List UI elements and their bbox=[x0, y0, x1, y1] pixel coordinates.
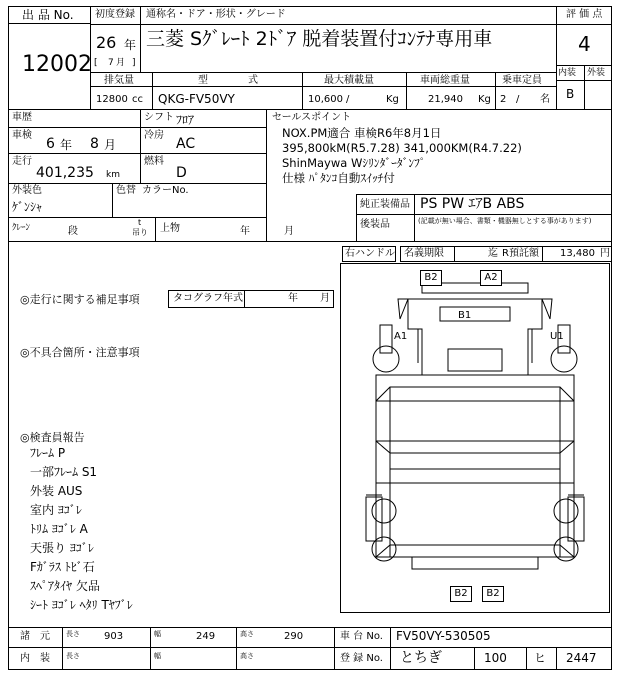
damage-mark: A2 bbox=[480, 270, 502, 286]
first-reg-label: 初度登録 bbox=[95, 9, 135, 20]
reg-label: 登 録 No. bbox=[340, 653, 383, 664]
reg-year: 26 bbox=[96, 33, 117, 52]
truck-diagram bbox=[340, 263, 610, 613]
lot-no-label: 出 品 No. bbox=[22, 8, 74, 22]
lift-unit: 吊り bbox=[132, 228, 148, 237]
inspector-line: Fｶﾞﾗｽ ﾄﾋﾞ石 bbox=[30, 560, 95, 574]
running-label: ◎走行に関する補足事項 bbox=[20, 293, 140, 306]
model-label: 型 式 bbox=[198, 75, 258, 86]
mileage-unit: km bbox=[106, 170, 120, 180]
vehicle-name: 三菱 Sｸﾞﾚｰﾄ 2ﾄﾞｱ 脱着装置付ｺﾝﾃﾅ専用車 bbox=[146, 28, 493, 50]
sales-line-4: 仕様 ﾊﾟﾀﾝｺ自動ｽｲｯﾁ付 bbox=[282, 171, 395, 185]
reg-month-unit: 月 bbox=[116, 58, 126, 68]
misc-label: 迄 bbox=[488, 248, 498, 259]
paint-label: 色替 bbox=[116, 185, 136, 196]
equipment-value: PS PW ｴｱB ABS bbox=[420, 196, 525, 212]
interior-score: B bbox=[566, 87, 575, 101]
recycle-label: R預託額 bbox=[502, 248, 539, 259]
max-load: 10,600 bbox=[308, 94, 343, 105]
stage-unit: 段 bbox=[68, 226, 78, 237]
steering: 右ハンドル bbox=[345, 248, 395, 259]
fuel: D bbox=[176, 165, 187, 181]
yen: 円 bbox=[600, 248, 610, 259]
inspection-year-unit: 年 bbox=[60, 138, 73, 152]
sales-line-1: NOX.PM適合 車検R6年8月1日 bbox=[282, 126, 442, 140]
length: 903 bbox=[104, 631, 124, 642]
mileage-label: 走行 bbox=[12, 156, 32, 167]
name-label: 通称名・ドア・形状・グレード bbox=[146, 9, 286, 20]
tacho-month-unit: 月 bbox=[320, 293, 330, 304]
inspection-month: 8 bbox=[90, 136, 99, 152]
gross-label: 車両総重量 bbox=[420, 75, 470, 86]
capacity-unit: 名 bbox=[540, 94, 550, 105]
history-label: 車歴 bbox=[12, 112, 32, 123]
ac-label: 冷房 bbox=[144, 130, 164, 141]
inspector-line: 外装 AUS bbox=[30, 484, 83, 498]
interior-label: 内装 bbox=[558, 68, 577, 78]
color-no-label: カラーNo. bbox=[142, 185, 189, 196]
displacement-label: 排気量 bbox=[104, 75, 134, 86]
equipment-label: 純正装備品 bbox=[360, 199, 410, 210]
sales-label: セールスポイント bbox=[272, 112, 352, 123]
chassis-label: 車 台 No. bbox=[340, 631, 383, 642]
inspector-line: ﾌﾚｰﾑ P bbox=[30, 446, 66, 460]
score-label: 評 価 点 bbox=[566, 9, 603, 20]
tacho-year-unit: 年 bbox=[288, 293, 298, 304]
gross: 21,940 bbox=[428, 94, 463, 105]
capacity: 2 bbox=[500, 94, 507, 105]
model: QKG-FV50VY bbox=[158, 92, 235, 106]
length-label: 長さ bbox=[66, 630, 80, 638]
ton-unit: t bbox=[138, 218, 142, 227]
max-load-label: 最大積載量 bbox=[324, 75, 374, 86]
shift-label: シフト bbox=[144, 112, 174, 123]
reg-month: 7 bbox=[108, 58, 114, 68]
damage-mark: B2 bbox=[482, 586, 504, 602]
inspection-month-unit: 月 bbox=[104, 138, 117, 152]
max-load-sep: / bbox=[346, 94, 350, 105]
reg-class: 100 bbox=[484, 651, 507, 665]
gross-unit: Kg bbox=[478, 94, 491, 105]
damage-mark: B2 bbox=[420, 270, 442, 286]
aftermarket-note: (記載が無い場合、書類・機器無しとする事があります) bbox=[418, 217, 592, 225]
int-height-label: 高さ bbox=[240, 652, 254, 660]
displacement: 12800 bbox=[96, 94, 128, 105]
color-label: 外装色 bbox=[12, 185, 42, 196]
damage-mark: A1 bbox=[394, 331, 408, 342]
ac: AC bbox=[176, 136, 196, 152]
recycle: 13,480 bbox=[560, 248, 595, 259]
score: 4 bbox=[578, 32, 591, 56]
damage-mark: U1 bbox=[550, 331, 564, 342]
color: ｹﾞﾝｼｬ bbox=[12, 200, 43, 214]
lot-no: 12002 bbox=[22, 52, 92, 77]
inspector-line: ﾄﾘﾑ ﾖｺﾞﾚ A bbox=[30, 522, 88, 536]
exterior-label: 外装 bbox=[587, 68, 606, 78]
damage-mark: B1 bbox=[458, 310, 472, 321]
inspection-year: 6 bbox=[46, 136, 55, 152]
inspector-label: ◎検査員報告 bbox=[20, 431, 85, 444]
int-length-label: 長さ bbox=[66, 652, 80, 660]
hoist-month-unit: 月 bbox=[284, 226, 294, 237]
inspector-line: 室内 ﾖｺﾞﾚ bbox=[30, 503, 82, 517]
interior-dims-label: 内 装 bbox=[20, 653, 50, 664]
max-load-unit: Kg bbox=[386, 94, 399, 105]
reg-num: 2447 bbox=[566, 651, 597, 665]
defects-label: ◎不具合箇所・注意事項 bbox=[20, 346, 140, 359]
inspector-line: ｽﾍﾟｱﾀｲﾔ 欠品 bbox=[30, 579, 100, 593]
width-label: 幅 bbox=[154, 630, 161, 638]
inspector-line: ｼｰﾄ ﾖｺﾞﾚ ﾍﾀﾘ Tﾔﾌﾞﾚ bbox=[30, 598, 133, 612]
inspection-label: 車検 bbox=[12, 130, 32, 141]
int-width-label: 幅 bbox=[154, 652, 161, 660]
fuel-label: 燃料 bbox=[144, 156, 164, 167]
inspector-line: 天張り ﾖｺﾞﾚ bbox=[30, 541, 94, 555]
tacho-label: タコグラフ年式 bbox=[173, 293, 243, 304]
shift: ﾌﾛｱ bbox=[176, 113, 195, 127]
chassis: FV50VY-530505 bbox=[396, 629, 491, 643]
hoist-label: 上物 bbox=[160, 223, 180, 234]
height: 290 bbox=[284, 631, 304, 642]
capacity-sep: / bbox=[516, 94, 520, 105]
name-change-label: 名義期限 bbox=[404, 248, 444, 259]
crane-label: ｸﾚｰﾝ bbox=[12, 223, 31, 233]
reg-year-unit: 年 bbox=[124, 38, 137, 52]
height-label: 高さ bbox=[240, 630, 254, 638]
hoist-year-unit: 年 bbox=[240, 226, 250, 237]
sales-line-3: ShinMaywa Wｼﾘﾝﾀﾞｰﾀﾞﾝﾌﾟ bbox=[282, 156, 426, 170]
inspector-line: 一部ﾌﾚｰﾑ S1 bbox=[30, 465, 98, 479]
dims-label: 諸 元 bbox=[20, 631, 50, 642]
aftermarket-label: 後装品 bbox=[360, 219, 390, 230]
sales-line-2: 395,800kM(R5.7.28) 341,000KM(R4.7.22) bbox=[282, 141, 522, 155]
damage-mark: B2 bbox=[450, 586, 472, 602]
mileage: 401,235 bbox=[36, 165, 94, 181]
capacity-label: 乗車定員 bbox=[502, 75, 542, 86]
width: 249 bbox=[196, 631, 216, 642]
reg-kana: ヒ bbox=[534, 651, 547, 665]
displacement-unit: cc bbox=[132, 94, 143, 105]
reg-area: とちぎ bbox=[400, 650, 442, 666]
